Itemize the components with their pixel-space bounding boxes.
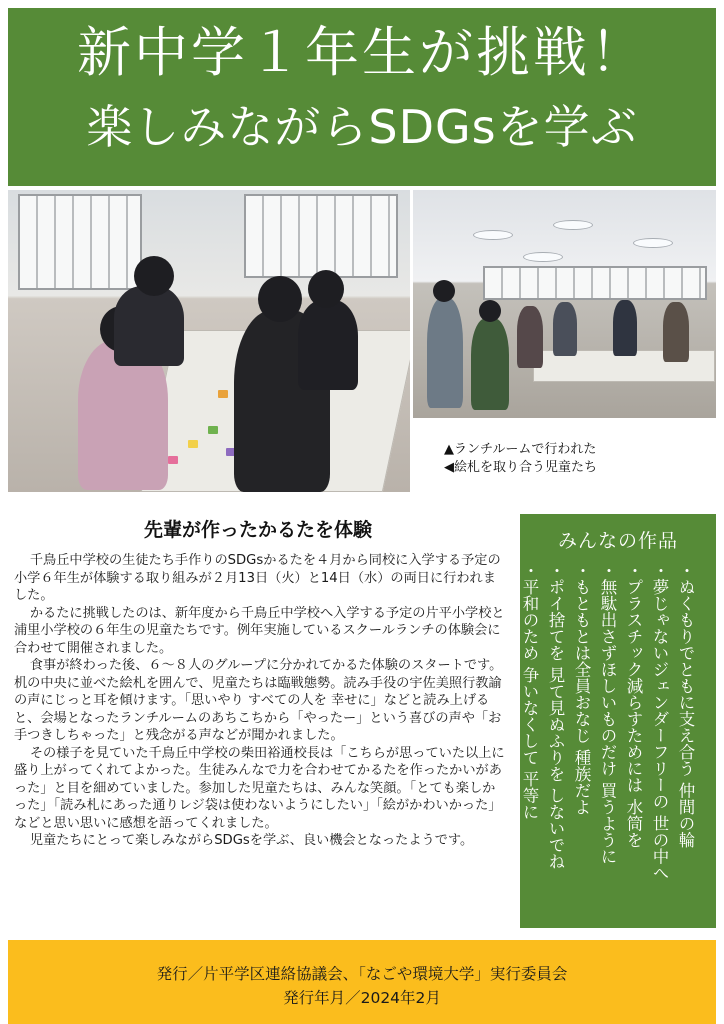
works-item: ・無駄出さずほしいものだけ 買うように <box>598 562 617 865</box>
works-list <box>516 562 698 918</box>
student-head <box>258 276 302 322</box>
works-item: ・夢じゃないジェンダーフリーの 世の中へ <box>650 562 669 881</box>
caption-line: ▲ランチルームで行われた <box>444 442 597 457</box>
works-item: ・平和のため 争いなくして 平等に <box>520 562 539 820</box>
karuta-photo <box>8 190 410 492</box>
publisher-line: 発行／片平学区連絡協議会、「なごや環境大学」実行委員会 <box>156 965 568 983</box>
article-paragraph: 食事が終わった後、６〜８人のグループに分かれてかるた体験のスタートです。机の中央に並べた絵札を囲んで、児童たちは臨戦態勢。読み手役の宇佐美照行教諭の声にじっと耳を傾けます。「思いやり すべての人を 幸せに」などと読み上げると、会場となったランチルームのあちこちから「やったー」という喜びの声や「お手つきしちゃった」と残念がる声などが聞かれました。 <box>14 658 503 743</box>
caption-line: ◀絵札を取り合う児童たち <box>444 460 597 475</box>
ceiling-light <box>553 220 593 230</box>
title-banner <box>8 8 716 186</box>
karuta-card <box>208 426 218 434</box>
works-item: ・ぬくもりでともに支え合う 仲間の輪 <box>676 562 695 848</box>
ceiling-light <box>523 252 563 262</box>
issue-date: 発行年月／2024年2月 <box>283 989 441 1007</box>
article-paragraph: かるたに挑戦したのは、新年度から千鳥丘中学校へ入学する予定の片平小学校と浦里小学校の６年生の児童たちです。例年実施しているスクールランチの体験会に合わせて開催されました。 <box>14 605 505 656</box>
karuta-card <box>188 440 198 448</box>
person <box>471 318 509 410</box>
footer <box>8 940 716 1024</box>
photo-caption <box>444 441 597 477</box>
article-body <box>14 552 508 850</box>
window <box>244 194 398 278</box>
article-heading: 先輩が作ったかるたを体験 <box>143 519 372 541</box>
karuta-card <box>168 456 178 464</box>
karuta-card <box>218 390 228 398</box>
works-item: ・もともとは全員おなじ 種族だよ <box>572 562 591 815</box>
student-head <box>134 256 174 296</box>
window <box>18 194 142 290</box>
person <box>517 306 543 368</box>
works-item: ・ポイ捨てを 見て見ぬふりを しないでね <box>546 562 565 870</box>
works-item: ・プラスチック減らすためには 水筒を <box>624 562 643 848</box>
person <box>663 302 689 362</box>
ceiling-light <box>633 238 673 248</box>
student-head <box>308 270 344 308</box>
article-paragraph: 千鳥丘中学校の生徒たち手作りのSDGsかるたを４月から同校に入学する予定の小学６年生が体験する取り組みが２月13日（火）と14日（水）の両日に行われました。 <box>14 553 501 603</box>
window <box>483 266 707 300</box>
article-paragraph: その様子を見ていた千鳥丘中学校の柴田裕通校長は「こちらが思っていた以上に盛り上がってくれてよかった。生徒みんなで力を合わせてかるたを作ったかいがあった」と目を細めていました。参加した児童たちは、みんな笑顔。「とても楽しかった」「読み札にあった通りレジ袋は使わないようにしたい」「絵がかわいかった」などと思い思いに感想を語ってくれました。 <box>14 745 505 831</box>
person <box>553 302 577 356</box>
student <box>114 286 184 366</box>
person-head <box>479 300 501 322</box>
person <box>613 300 637 356</box>
article-paragraph: 児童たちにとって楽しみながらSDGsを学ぶ、良い機会となったようです。 <box>29 833 474 848</box>
works-box <box>520 514 716 928</box>
person-head <box>433 280 455 302</box>
student <box>298 300 358 390</box>
lunchroom-photo <box>413 190 716 418</box>
page-title: 新中学１年生が挑戦！ <box>77 21 647 84</box>
person <box>427 298 463 408</box>
ceiling-light <box>473 230 513 240</box>
page-subtitle: 楽しみながらSDGsを学ぶ <box>86 100 638 154</box>
works-title: みんなの作品 <box>557 530 678 552</box>
